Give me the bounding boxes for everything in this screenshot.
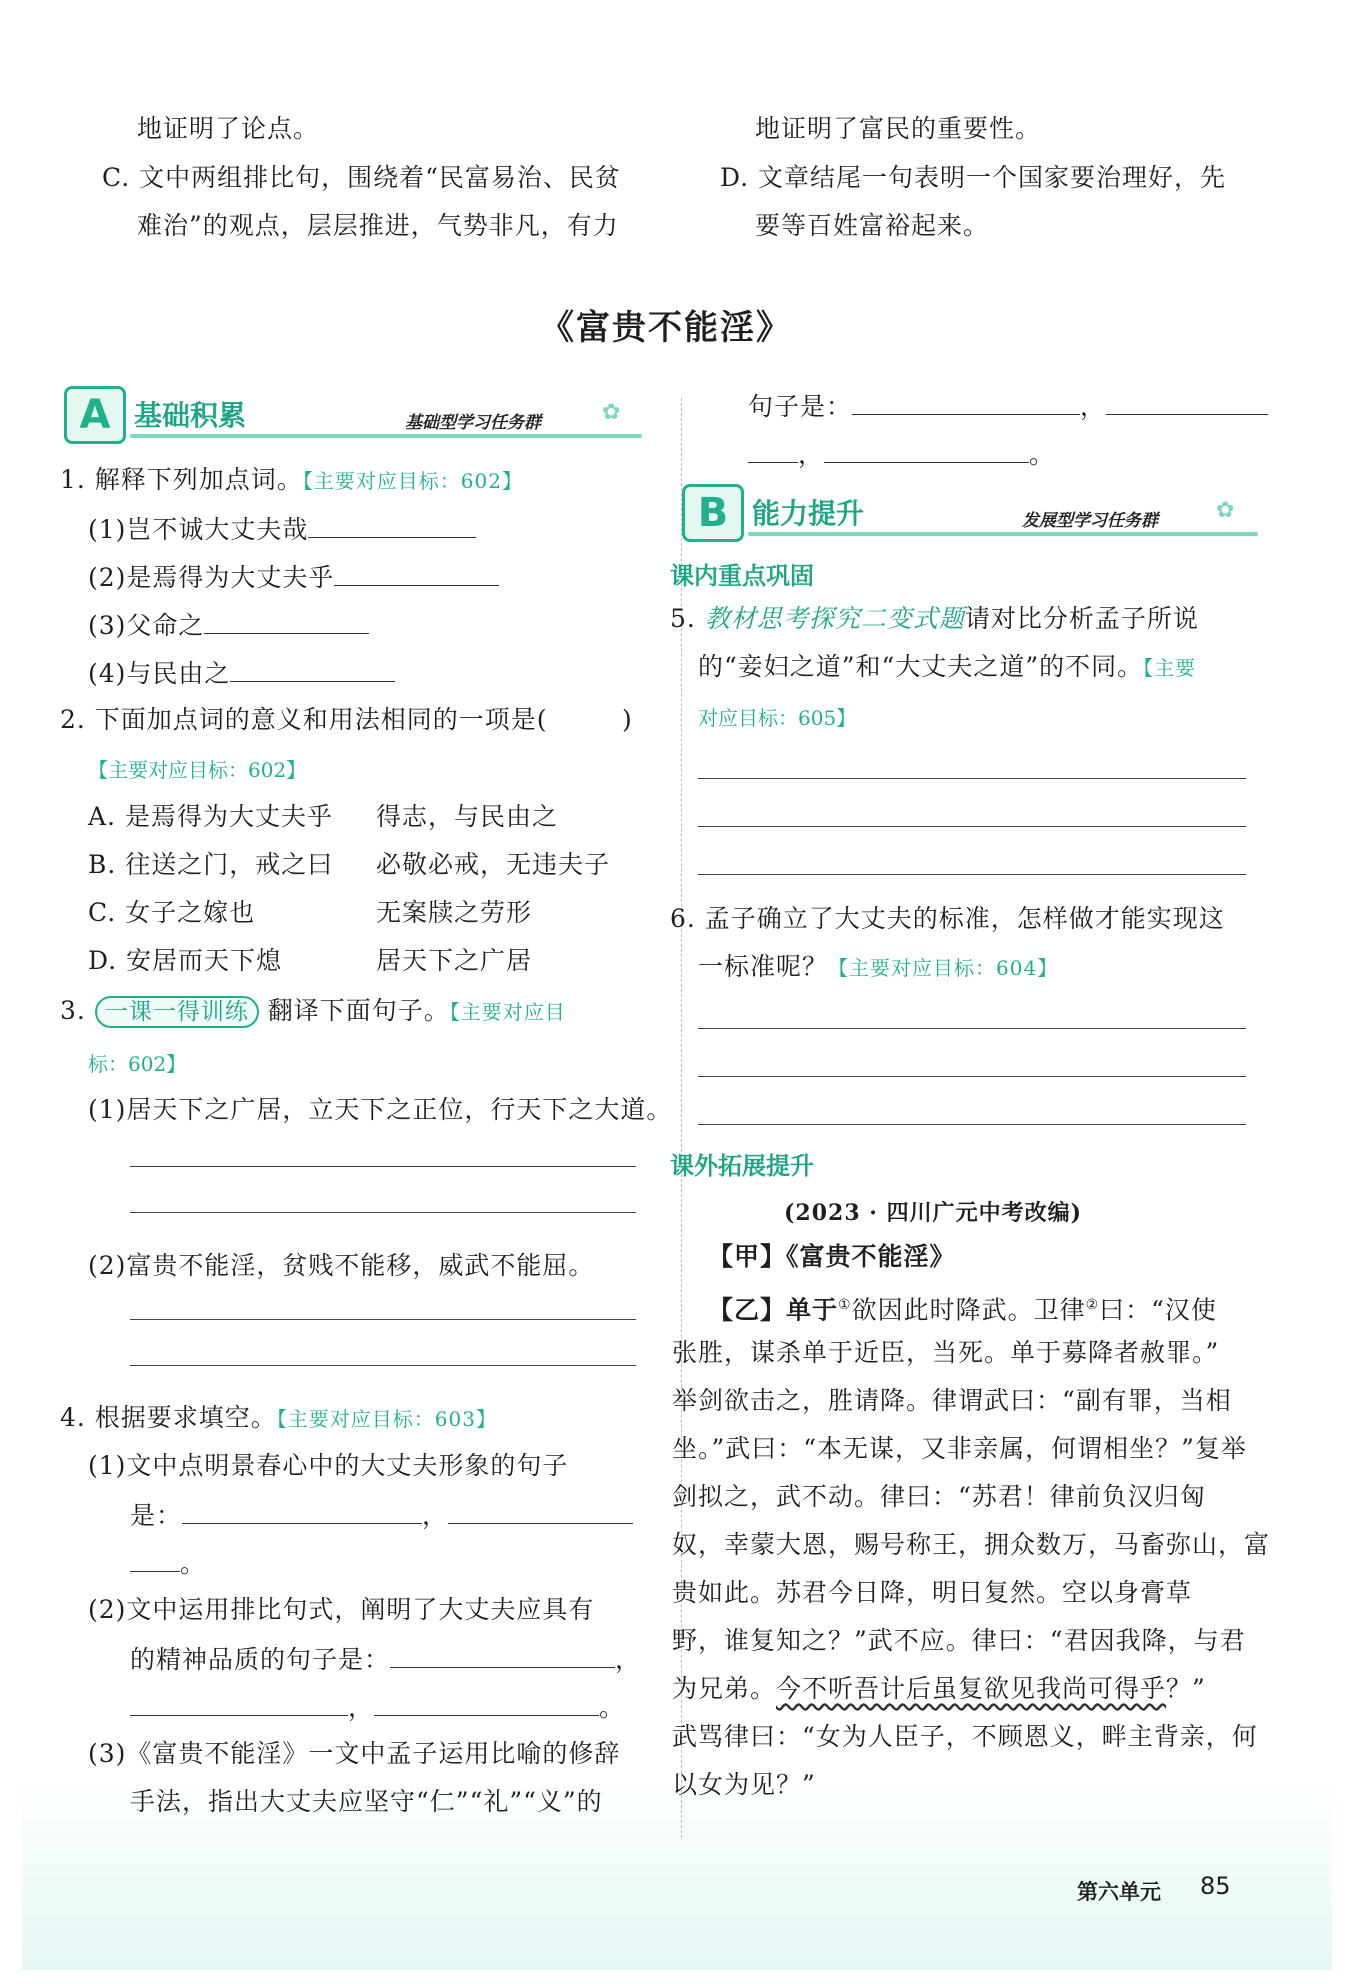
q4-part-2-blank-2: ， 。: [130, 1689, 625, 1725]
passage-yi-line4: 坐。”武曰：“本无谋，又非亲属，何谓相坐？”复举: [672, 1434, 1247, 1463]
q5-text: 5. 教材思考探究二变式题请对比分析孟子所说: [670, 604, 1199, 633]
q2-paren[interactable]: ): [622, 705, 633, 734]
q4-part-1: (1)文中点明景春心中的大丈夫形象的句子: [88, 1451, 569, 1480]
answer-line[interactable]: [130, 1365, 636, 1366]
answer-line[interactable]: [698, 874, 1246, 875]
option-continuation-right: 地证明了富民的重要性。: [755, 114, 1042, 143]
answer-blank[interactable]: [204, 607, 369, 634]
q2-option-b-compare: 必敬必戒，无违夫子: [376, 850, 611, 879]
section-b-title: 能力提升: [752, 497, 865, 530]
q4-part-3-blank-2: ， 。: [748, 436, 1055, 472]
q1-tag: 【主要对应目标：602】: [302, 469, 523, 493]
q3-training-tag: 一课一得训练: [95, 996, 259, 1028]
q5-tag: 对应目标：605】: [698, 706, 857, 730]
q4-part-3-cont: 手法，指出大丈夫应坚守“仁”“礼”“义”的: [130, 1787, 603, 1816]
passage-yi-line5: 剑拟之，武不动。律曰：“苏君！律前负汉归匈: [672, 1482, 1206, 1511]
q1-item-4: (4)与民由之: [88, 655, 395, 691]
answer-line[interactable]: [698, 1076, 1246, 1077]
q1-text: 1. 解释下列加点词。【主要对应目标：602】: [60, 465, 523, 494]
answer-blank[interactable]: [308, 511, 476, 538]
q3-text: 3. 一课一得训练 翻译下面句子。【主要对应目: [60, 994, 566, 1029]
passage-jia: 【甲】《富贵不能淫》: [708, 1242, 956, 1271]
q4-part-1-end: 。: [130, 1545, 206, 1581]
q4-part-1-blank: 是： ，: [130, 1497, 633, 1533]
source-note: (2023 · 四川广元中考改编): [784, 1200, 1083, 1226]
answer-line[interactable]: [698, 778, 1246, 779]
section-b-subtitle: 发展型学习任务群: [1022, 511, 1158, 531]
answer-line[interactable]: [130, 1319, 636, 1320]
q4-part-3-blank: 句子是： ，: [748, 388, 1268, 424]
q4-part-3: (3)《富贵不能淫》一文中孟子运用比喻的修辞: [88, 1739, 621, 1768]
answer-blank[interactable]: [130, 1689, 348, 1716]
passage-yi-line6: 奴，幸蒙大恩，赐号称王，拥众数万，马畜弥山，富: [672, 1530, 1271, 1559]
section-b-rule: [748, 532, 1258, 536]
passage-yi-line8: 野，谁复知之？”武不应。律曰：“君因我降，与君: [672, 1626, 1246, 1655]
inclass-heading: 课内重点巩固: [670, 562, 814, 590]
answer-blank[interactable]: [852, 388, 1080, 415]
answer-blank[interactable]: [448, 1497, 633, 1524]
q4-text: 4. 根据要求填空。【主要对应目标：603】: [60, 1403, 497, 1432]
q6-text-cont: 一标准呢？【主要对应目标：604】: [698, 952, 1059, 981]
answer-line[interactable]: [698, 826, 1246, 827]
answer-line[interactable]: [698, 1124, 1246, 1125]
option-b-continuation: 地证明了论点。: [137, 114, 320, 143]
q3-sentence-1: (1)居天下之广居，立天下之正位，行天下之大道。: [88, 1095, 673, 1124]
q3-tag-cont: 标：602】: [88, 1052, 187, 1076]
q2-option-a-compare: 得志，与民由之: [376, 802, 559, 831]
answer-blank[interactable]: [748, 436, 798, 463]
q1-item-3: (3)父命之: [88, 607, 369, 643]
passage-yi-line11: 以女为见？”: [672, 1770, 816, 1799]
q3-sentence-2: (2)富贵不能淫，贫贱不能移，威武不能屈。: [88, 1251, 595, 1280]
q2-option-d[interactable]: D. 安居而天下熄: [88, 946, 283, 975]
answer-line[interactable]: [130, 1166, 636, 1167]
footer-unit: 第六单元: [1077, 1880, 1161, 1904]
answer-blank[interactable]: [130, 1545, 180, 1572]
answer-blank[interactable]: [390, 1641, 615, 1668]
q2-option-a[interactable]: A. 是焉得为大丈夫乎: [88, 802, 333, 831]
answer-line[interactable]: [698, 1028, 1246, 1029]
q2-option-c-compare: 无案牍之劳形: [376, 898, 533, 927]
q2-option-c[interactable]: C. 女子之嫁也: [88, 898, 256, 927]
option-d-line1: D. 文章结尾一句表明一个国家要治理好，先: [720, 163, 1227, 192]
q1-item-1: (1)岂不诚大丈夫哉: [88, 511, 476, 547]
q6-text: 6. 孟子确立了大丈夫的标准，怎样做才能实现这: [670, 904, 1225, 933]
q2-option-d-compare: 居天下之广居: [376, 946, 533, 975]
lesson-title: 《富贵不能淫》: [540, 308, 792, 348]
section-b-badge: B: [682, 484, 744, 542]
answer-blank[interactable]: [182, 1497, 422, 1524]
answer-blank[interactable]: [334, 559, 499, 586]
passage-yi-line9: 为兄弟。今不听吾计后虽复欲见我尚可得乎？”: [672, 1674, 1206, 1703]
q5-text-cont: 的“妾妇之道”和“大丈夫之道”的不同。【主要: [698, 652, 1197, 681]
passage-yi-line7: 贵如此。苏君今日降，明日复然。空以身膏草: [672, 1578, 1193, 1607]
section-a-badge: A: [64, 386, 126, 444]
q1-item-2: (2)是焉得为大丈夫乎: [88, 559, 499, 595]
answer-blank[interactable]: [230, 655, 395, 682]
option-c-line1: C. 文中两组排比句，围绕着“民富易治、民贫: [102, 163, 621, 192]
page-number: 85: [1200, 1872, 1231, 1900]
passage-yi-line3: 举剑欲击之，胜请降。律谓武曰：“副有罪，当相: [672, 1386, 1232, 1415]
option-d-line2: 要等百姓富裕起来。: [755, 211, 990, 240]
page: [22, 18, 1332, 1970]
option-c-line2: 难治”的观点，层层推进，气势非凡，有力: [137, 211, 619, 240]
palm-icon: ✿: [1216, 498, 1235, 523]
q4-part-2-blank: 的精神品质的句子是： ，: [130, 1641, 641, 1677]
palm-icon: ✿: [602, 400, 621, 425]
passage-yi-line2: 张胜，谋杀单于近臣，当死。单于募降者赦罪。”: [672, 1338, 1220, 1367]
section-a-title: 基础积累: [134, 399, 247, 432]
section-a-subtitle: 基础型学习任务群: [405, 413, 541, 433]
q4-part-2: (2)文中运用排比句式，阐明了大丈夫应具有: [88, 1595, 595, 1624]
section-a-rule: [130, 434, 642, 438]
q2-tag: 【主要对应目标：602】: [88, 758, 307, 782]
passage-yi-line1: 【乙】单于①欲因此时降武。卫律②曰：“汉使: [708, 1295, 1217, 1325]
passage-yi-line10: 武骂律曰：“女为人臣子，不顾恩义，畔主背亲，何: [672, 1722, 1258, 1751]
answer-blank[interactable]: [374, 1689, 599, 1716]
answer-line[interactable]: [130, 1212, 636, 1213]
outclass-heading: 课外拓展提升: [670, 1152, 814, 1180]
answer-blank[interactable]: [1106, 388, 1268, 415]
wavy-underlined-sentence: 今不听吾计后虽复欲见我尚可得乎: [776, 1674, 1167, 1703]
answer-blank[interactable]: [824, 436, 1029, 463]
q2-option-b[interactable]: B. 往送之门，戒之曰: [88, 850, 334, 879]
q2-text: 2. 下面加点词的意义和用法相同的一项是(: [60, 705, 548, 734]
